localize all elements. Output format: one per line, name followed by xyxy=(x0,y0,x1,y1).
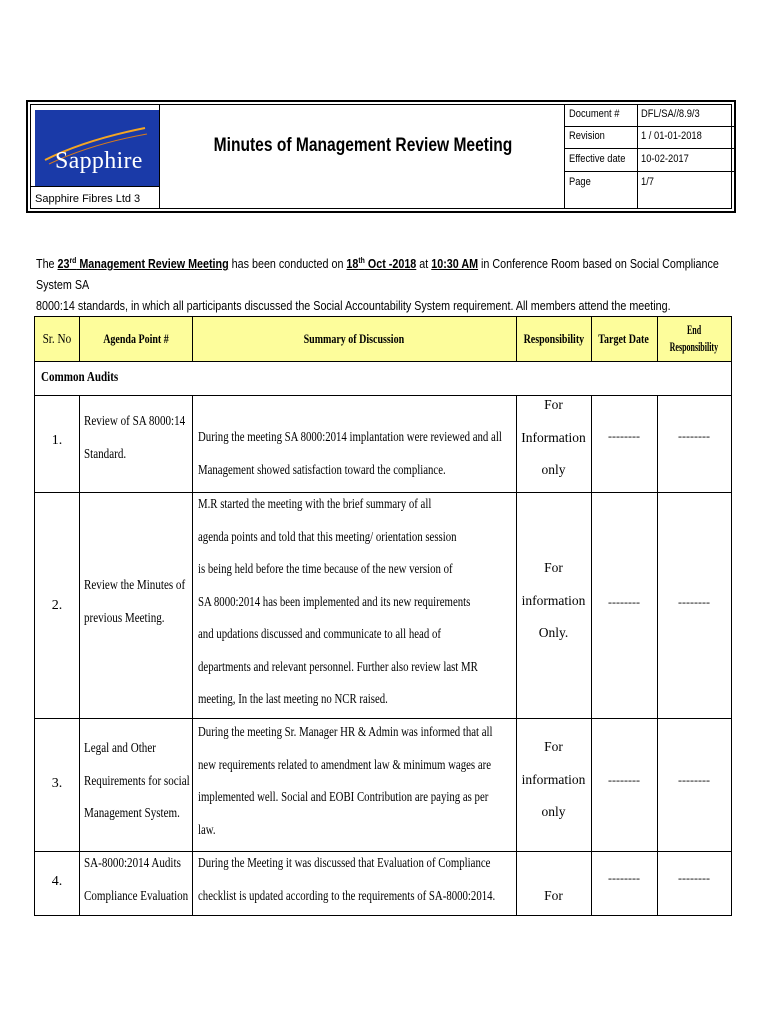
company-name: Sapphire Fibres Ltd 3 xyxy=(35,193,141,205)
row-2-agenda: Review the Minutes of previous Meeting. xyxy=(84,577,186,625)
row-2-summary: M.R started the meeting with the brief summary of all agenda points and told that this meeting/ orientation session is being held before the time because of the new version of SA 8000:2014 has been implemented and its new requirements and updations discussed and communicate to all head of departments and relevant personnel. Further also review last MR meeting, In the last meeting no NCR raised. xyxy=(198,496,478,706)
minutes-table xyxy=(34,316,732,916)
row-4-responsibility: For xyxy=(544,888,563,903)
divider xyxy=(637,105,638,208)
row-4-end-responsibility: -------- xyxy=(678,871,710,885)
intro-text: in Conference Room based on Social Compliance System SA xyxy=(36,257,719,292)
logo-text: Sapphire xyxy=(55,148,143,174)
meta-value-effective-date: 10-02-2017 xyxy=(641,153,689,165)
meta-label-page: Page xyxy=(569,176,591,188)
meeting-date: Oct -2018 xyxy=(364,257,417,271)
meta-value-page: 1/7 xyxy=(641,176,655,188)
document-header xyxy=(26,100,736,213)
company-logo xyxy=(35,110,159,186)
row-2-responsibility: For information Only. xyxy=(521,560,586,640)
meta-label-effective-date: Effective date xyxy=(569,153,626,165)
divider xyxy=(192,395,193,915)
divider xyxy=(564,105,565,208)
row-2-target-date: -------- xyxy=(608,595,640,609)
divider xyxy=(564,148,735,149)
row-3-end-responsibility: -------- xyxy=(678,773,710,787)
row-1-responsibility: For Information only xyxy=(521,397,586,477)
meeting-date-suffix: th xyxy=(358,255,365,265)
row-1-end-responsibility: -------- xyxy=(678,429,710,443)
divider xyxy=(35,361,731,362)
row-3-summary: During the meeting Sr. Manager HR & Admin was informed that all new requirements related to amendment law & minimum wages are implemented well. Social and EOBI Contribution are paying as per law. xyxy=(198,724,493,837)
row-3-agenda: Legal and Other Requirements for social Management System. xyxy=(84,740,190,820)
header-target-date: Target Date xyxy=(598,331,650,346)
meeting-number: 23 xyxy=(57,257,70,271)
intro-text: The xyxy=(36,257,58,271)
meeting-name: Management Review Meeting xyxy=(76,257,229,271)
meeting-date-day: 18 xyxy=(346,257,359,271)
divider xyxy=(35,395,731,396)
meta-value-document: DFL/SA//8.9/3 xyxy=(641,108,700,120)
divider xyxy=(31,186,159,187)
intro-text: at xyxy=(416,257,432,271)
row-4-number: 4. xyxy=(51,874,63,889)
divider xyxy=(564,126,735,127)
divider xyxy=(591,395,592,915)
header-summary: Summary of Discussion xyxy=(303,331,405,346)
intro-paragraph xyxy=(36,254,733,317)
row-4-agenda: SA-8000:2014 Audits Compliance Evaluation xyxy=(84,855,189,903)
meeting-time: 10:30 AM xyxy=(431,257,479,271)
row-3-target-date: -------- xyxy=(608,773,640,787)
row-1-number: 1. xyxy=(51,433,63,448)
row-2-end-responsibility: -------- xyxy=(678,595,710,609)
document-title: Minutes of Management Review Meeting xyxy=(213,134,513,156)
row-4-summary: During the Meeting it was discussed that Evaluation of Compliance checklist is updated according to the requirements of SA-8000:2014. xyxy=(198,855,496,903)
meta-label-document: Document # xyxy=(569,108,620,120)
header-agenda-point: Agenda Point # xyxy=(102,331,169,346)
row-1-agenda: Review of SA 8000:14 Standard. xyxy=(84,413,186,461)
header-end-responsibility: End Responsibility xyxy=(669,323,719,354)
row-3-responsibility: For information only xyxy=(521,739,586,819)
intro-text: has been conducted on xyxy=(228,257,347,271)
section-common-audits: Common Audits xyxy=(41,369,119,384)
meeting-number-suffix: rd xyxy=(69,255,77,265)
divider xyxy=(657,395,658,915)
row-2-number: 2. xyxy=(51,598,63,613)
header-inner-frame xyxy=(30,104,732,209)
header-sr-no: Sr. No xyxy=(42,331,72,347)
header-responsibility: Responsibility xyxy=(523,331,584,346)
intro-text-line2: 8000:14 standards, in which all participants discussed the Social Accountability System requirement. All members attend the meeting. xyxy=(36,299,671,313)
row-4-target-date: -------- xyxy=(608,871,640,885)
meta-label-revision: Revision xyxy=(569,130,605,142)
meta-value-revision: 1 / 01-01-2018 xyxy=(641,130,702,142)
divider xyxy=(79,395,80,915)
divider xyxy=(159,105,160,208)
divider xyxy=(564,171,735,172)
row-1-target-date: -------- xyxy=(608,429,640,443)
row-1-summary: During the meeting SA 8000:2014 implantation were reviewed and all Management showed satisfaction toward the compliance. xyxy=(198,429,502,477)
row-3-number: 3. xyxy=(51,776,63,791)
